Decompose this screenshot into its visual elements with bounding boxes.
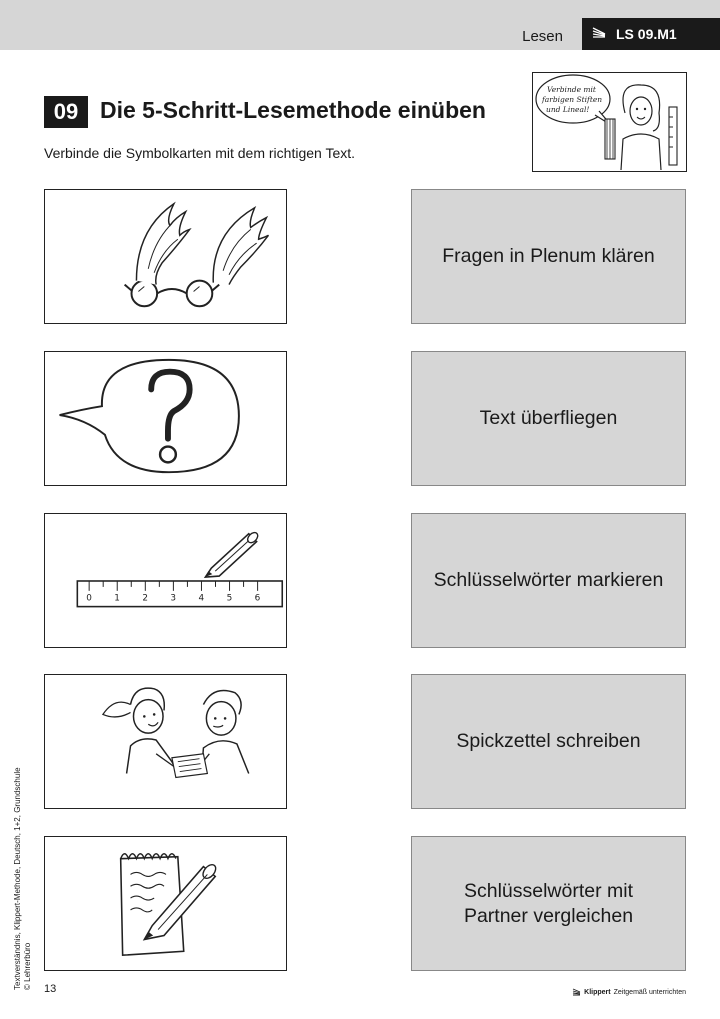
text-card-5[interactable]: Schlüsselwörter mit Partner vergleichen <box>411 836 686 971</box>
ruler-pencil-icon <box>45 514 286 647</box>
note-pencil-icon <box>45 837 286 970</box>
section-label: Lesen <box>522 28 563 45</box>
symbol-card-1[interactable] <box>44 189 287 324</box>
ruler-number: 6 <box>254 593 261 604</box>
symbol-card-5[interactable] <box>44 836 287 971</box>
publisher-slogan: Zeitgemäß unterrichten <box>613 988 686 996</box>
task-number: 09 <box>44 96 88 128</box>
symbol-card-4[interactable] <box>44 674 287 809</box>
instruction-text: Verbinde die Symbolkarten mit dem richtigen Text. <box>44 145 356 161</box>
symbol-card-3[interactable] <box>44 513 287 648</box>
flying-glasses-icon <box>45 190 286 323</box>
question-bubble-icon <box>45 352 286 485</box>
worksheet-code <box>582 18 720 50</box>
text-card-3[interactable]: Schlüsselwörter markieren <box>411 513 686 648</box>
page-title: Die 5-Schritt-Lesemethode einüben <box>100 97 486 123</box>
two-children-icon <box>45 675 286 808</box>
fan-logo-icon <box>572 988 581 996</box>
bubble-line-2: farbigen Stiften <box>542 95 603 104</box>
teacher-illustration <box>532 72 687 172</box>
bubble-line-1: Verbinde mit <box>547 85 596 94</box>
ruler-number: 2 <box>142 593 148 604</box>
ruler-number: 3 <box>170 593 177 604</box>
text-card-4[interactable]: Spickzettel schreiben <box>411 674 686 809</box>
bubble-line-3: und Lineal! <box>546 105 590 114</box>
ruler-number: 1 <box>114 593 120 604</box>
worksheet-code-label: LS 09.M1 <box>616 26 677 42</box>
page-number: 13 <box>44 983 57 995</box>
symbol-card-2[interactable] <box>44 351 287 486</box>
ruler-number: 0 <box>86 593 92 604</box>
publisher-logo <box>572 988 686 996</box>
ruler-number: 4 <box>198 593 205 604</box>
fan-logo-icon <box>592 27 606 41</box>
ruler-number: 5 <box>226 593 233 604</box>
copyright-credit: Textverständnis, Klippert-Methode, Deutsch, 1+2, Grundschule © Lehrerbüro <box>13 767 32 990</box>
text-card-1[interactable]: Fragen in Plenum klären <box>411 189 686 324</box>
text-card-2[interactable]: Text überfliegen <box>411 351 686 486</box>
publisher-brand: Klippert <box>584 988 611 996</box>
